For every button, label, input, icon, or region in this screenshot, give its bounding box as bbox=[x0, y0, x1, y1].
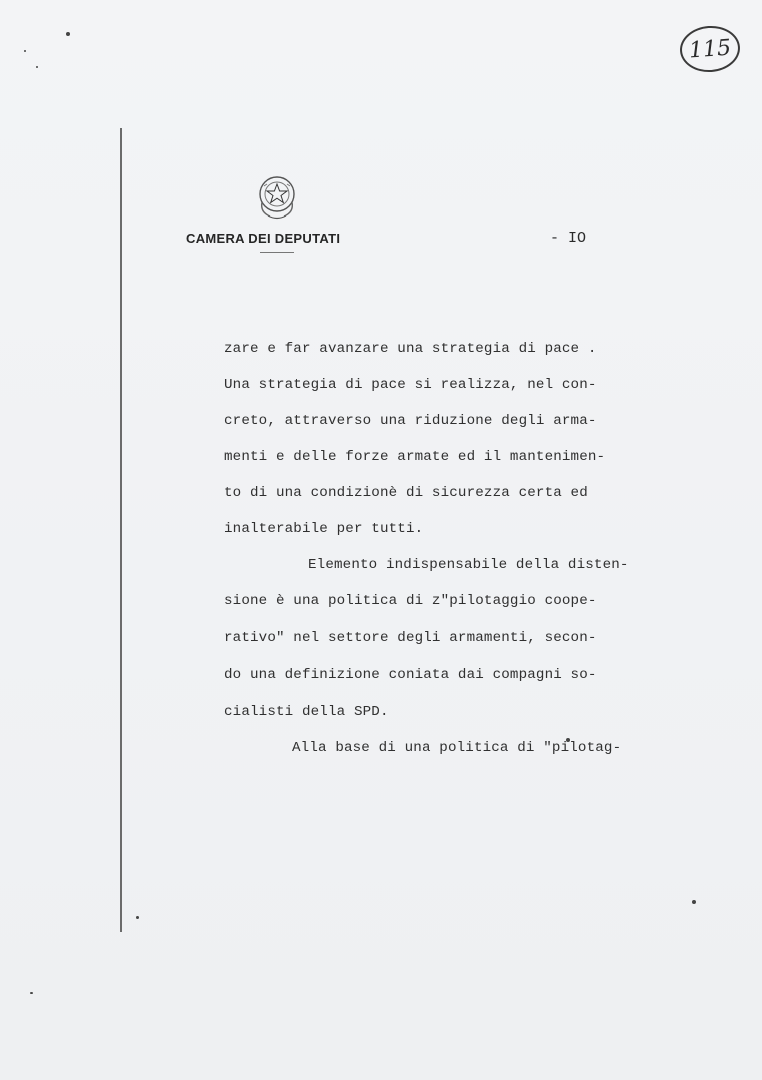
speck-mark bbox=[66, 32, 70, 36]
page-folio: - IO bbox=[550, 230, 587, 247]
archive-page-number-text: 115 bbox=[688, 35, 732, 63]
institution-heading: CAMERA DEI DEPUTATI bbox=[186, 231, 341, 246]
body-line: Alla base di una politica di "pilotag- bbox=[292, 740, 622, 756]
archive-page-number bbox=[678, 24, 741, 74]
body-line: zare e far avanzare una strategia di pace . bbox=[224, 341, 597, 357]
heading-underline bbox=[260, 252, 294, 253]
republic-emblem-icon bbox=[254, 172, 300, 222]
body-line: rativo" nel settore degli armamenti, secon- bbox=[224, 630, 597, 646]
speck-mark bbox=[30, 992, 33, 994]
body-line: Elemento indispensabile della disten- bbox=[308, 557, 629, 573]
speck-mark bbox=[36, 66, 38, 68]
speck-mark bbox=[692, 900, 696, 904]
body-line: cialisti della SPD. bbox=[224, 704, 389, 720]
body-line: Una strategia di pace si realizza, nel con- bbox=[224, 377, 597, 393]
left-margin-rule bbox=[120, 128, 122, 932]
body-line: creto, attraverso una riduzione degli arma- bbox=[224, 413, 597, 429]
body-line: menti e delle forze armate ed il mantenimen- bbox=[224, 449, 606, 465]
body-line: inalterabile per tutti. bbox=[224, 521, 424, 537]
body-line: do una definizione coniata dai compagni so- bbox=[224, 667, 597, 683]
body-line: sione è una politica di z"pilotaggio coope- bbox=[224, 593, 597, 609]
speck-mark bbox=[136, 916, 139, 919]
speck-mark bbox=[24, 50, 26, 52]
body-line: to di una condizionè di sicurezza certa ed bbox=[224, 485, 588, 501]
